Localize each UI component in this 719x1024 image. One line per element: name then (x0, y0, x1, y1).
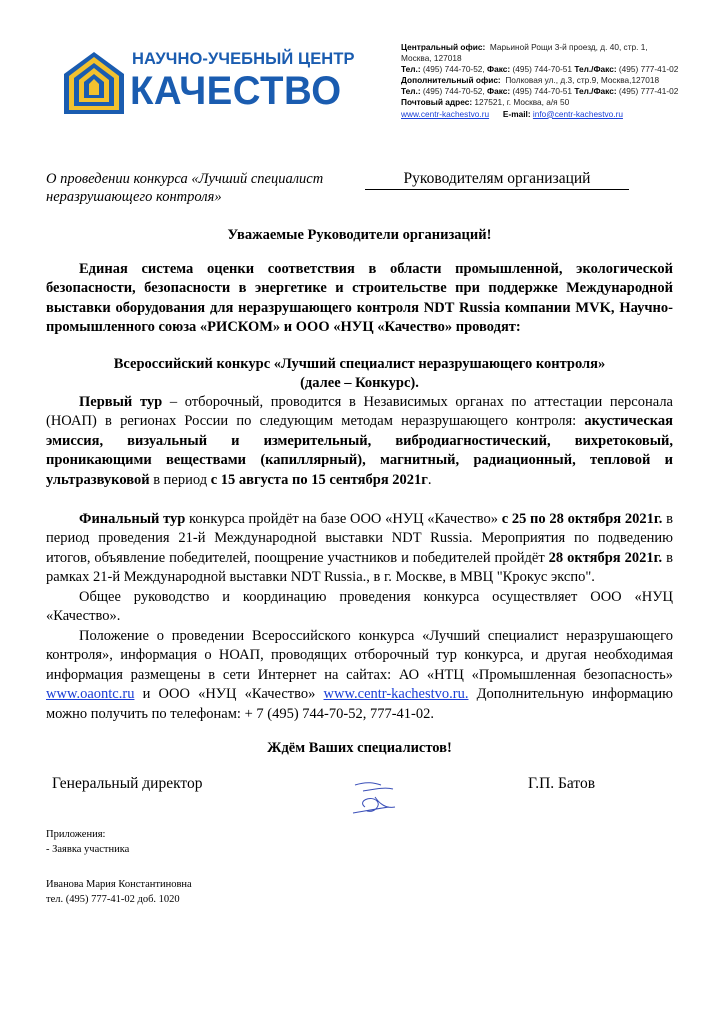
website-link[interactable]: www.centr-kachestvo.ru (401, 108, 490, 119)
telfax-label: Тел./Факс: (574, 64, 617, 75)
general-text: Общее руководство и координацию проведения конкурса осуществляет ООО «НУЦ «Качество». (46, 589, 673, 625)
central-fax: (495) 744-70-51 (512, 64, 572, 75)
round1-text-2: в период (149, 471, 211, 488)
signatory-title: Генеральный директор (52, 775, 203, 792)
addressee: Руководителям организаций (365, 170, 629, 190)
telfax-label: Тел./Факс: (574, 86, 617, 97)
contest-title-line-1: Всероссийский конкурс «Лучший специалист неразрушающего контроля» (113, 356, 606, 372)
central-telfax: (495) 777-41-02 (618, 64, 679, 75)
attachments-block (46, 828, 129, 857)
extra-office-address: Полковая ул., д.3, стр.9, Москва,127018 (505, 75, 660, 86)
contest-title-line-2: (далее – Конкурс). (300, 375, 419, 392)
subject-line-2: неразрушающего контроля» (46, 189, 222, 205)
round2-label: Финальный тур (79, 511, 186, 527)
round2-date: 28 октября 2021г. (548, 549, 663, 566)
regulation-text-2: и ООО «НУЦ «Качество» (134, 686, 324, 703)
oaontc-link[interactable]: www.oaontc.ru (46, 686, 135, 703)
extra-telfax: (495) 777-41-02 (618, 86, 679, 97)
contact-person-name: Иванова Мария Константиновна (46, 879, 192, 890)
round2-text-2: в период проведения 21-й Международной выставки NDT Russia. Мероприятия по подведению итогов, объявление победителей, поощрение участников и победителей пройдёт (46, 511, 673, 566)
round2-text-3: в рамках 21-й Международной выставки NDT Russia., в г. Москве, в МВЦ "Крокус экспо". (46, 549, 673, 586)
contest-title (46, 355, 673, 394)
central-tel: (495) 744-70-52, (422, 64, 485, 75)
intro-text: Единая система оценки соответствия в области промышленной, экологической безопасности, безопасности в энергетике и строительстве при поддержке Международной выставки оборудования для неразрушающего контроля NDT Russia компании MVK, Научно-промышленного союза «РИСКОМ» и ООО «НУЦ «Качество» проводят: (46, 261, 673, 336)
subject-line-1: О проведении конкурса «Лучший специалист (46, 171, 324, 187)
attachments-label: Приложения: (46, 829, 106, 840)
centr-kachestvo-link[interactable]: www.centr-kachestvo.ru. (323, 686, 469, 703)
logo-subtitle: НАУЧНО-УЧЕБНЫЙ ЦЕНТР (132, 50, 355, 68)
company-logo-icon (60, 50, 128, 118)
regulation-text-3: Дополнительную информацию можно получить по телефонам: + 7 (495) 744-70-52, 777-41-02. (46, 686, 674, 722)
round2-text: конкурса пройдёт на базе ООО «НУЦ «Качество» (185, 511, 502, 527)
postal-address: 127521, г. Москва, а/я 50 (474, 97, 570, 108)
round2-paragraph (46, 510, 673, 588)
intro-paragraph (46, 260, 673, 338)
letter-subject (46, 170, 323, 206)
central-office-city: Москва, 127018 (401, 53, 462, 64)
fax-label: Факс: (487, 64, 511, 75)
round1-methods: акустическая эмиссия, визуальный и измерительный, вибродиагностический, вихретоковый, проникающими веществами (капиллярный), магнитный, радиационный, тепловой и ультразвуковой (46, 413, 673, 488)
round1-text-3: . (427, 471, 432, 488)
closing-line: Ждём Ваших специалистов! (267, 740, 452, 756)
signatory-name: Г.П. Батов (528, 775, 596, 792)
central-office-address: Марьиной Рощи 3-й проезд, д. 40, стр. 1, (489, 42, 648, 52)
round1-period: с 15 августа по 15 сентября 2021г (210, 471, 428, 488)
extra-fax: (495) 744-70-51 (512, 86, 572, 97)
contacts-block (401, 42, 701, 120)
extra-tel: (495) 744-70-52, (422, 86, 485, 97)
round1-text: – отборочный, проводится в Независимых органах по аттестации персонала (НОАП) в регионах России по следующим методам неразрушающего контроля: (46, 394, 673, 430)
tel-label: Тел.: (401, 64, 421, 75)
regulation-paragraph (46, 627, 673, 724)
postal-label: Почтовый адрес: (401, 97, 473, 108)
round2-dates: с 25 по 28 октября 2021г. (501, 511, 663, 527)
handwritten-signature-icon (345, 777, 405, 819)
attachment-item: - Заявка участника (46, 843, 130, 855)
round1-paragraph (46, 393, 673, 490)
contact-person-phone: тел. (495) 777-41-02 доб. 1020 (46, 893, 180, 905)
regulation-text: Положение о проведении Всероссийского конкурса «Лучший специалист неразрушающего контроля», информация о НОАП, проводящих отборочный тур конкурса, и другая необходимая информация размещены в сети Интернет на сайтах: АО «НТЦ «Промышленная безопасность» (46, 628, 673, 683)
central-office-label: Центральный офис: (401, 42, 486, 52)
email-link[interactable]: info@centr-kachestvo.ru (532, 108, 623, 119)
logo-title: КАЧЕСТВО (130, 69, 342, 113)
contact-person-block (46, 878, 192, 907)
round1-label: Первый тур (79, 394, 163, 410)
extra-office-label: Дополнительный офис: (401, 75, 501, 86)
fax-label: Факс: (487, 86, 511, 97)
general-paragraph (46, 588, 673, 627)
tel-label: Тел.: (401, 86, 421, 97)
greeting: Уважаемые Руководители организаций! (227, 227, 492, 243)
email-label: E-mail: (502, 108, 531, 119)
